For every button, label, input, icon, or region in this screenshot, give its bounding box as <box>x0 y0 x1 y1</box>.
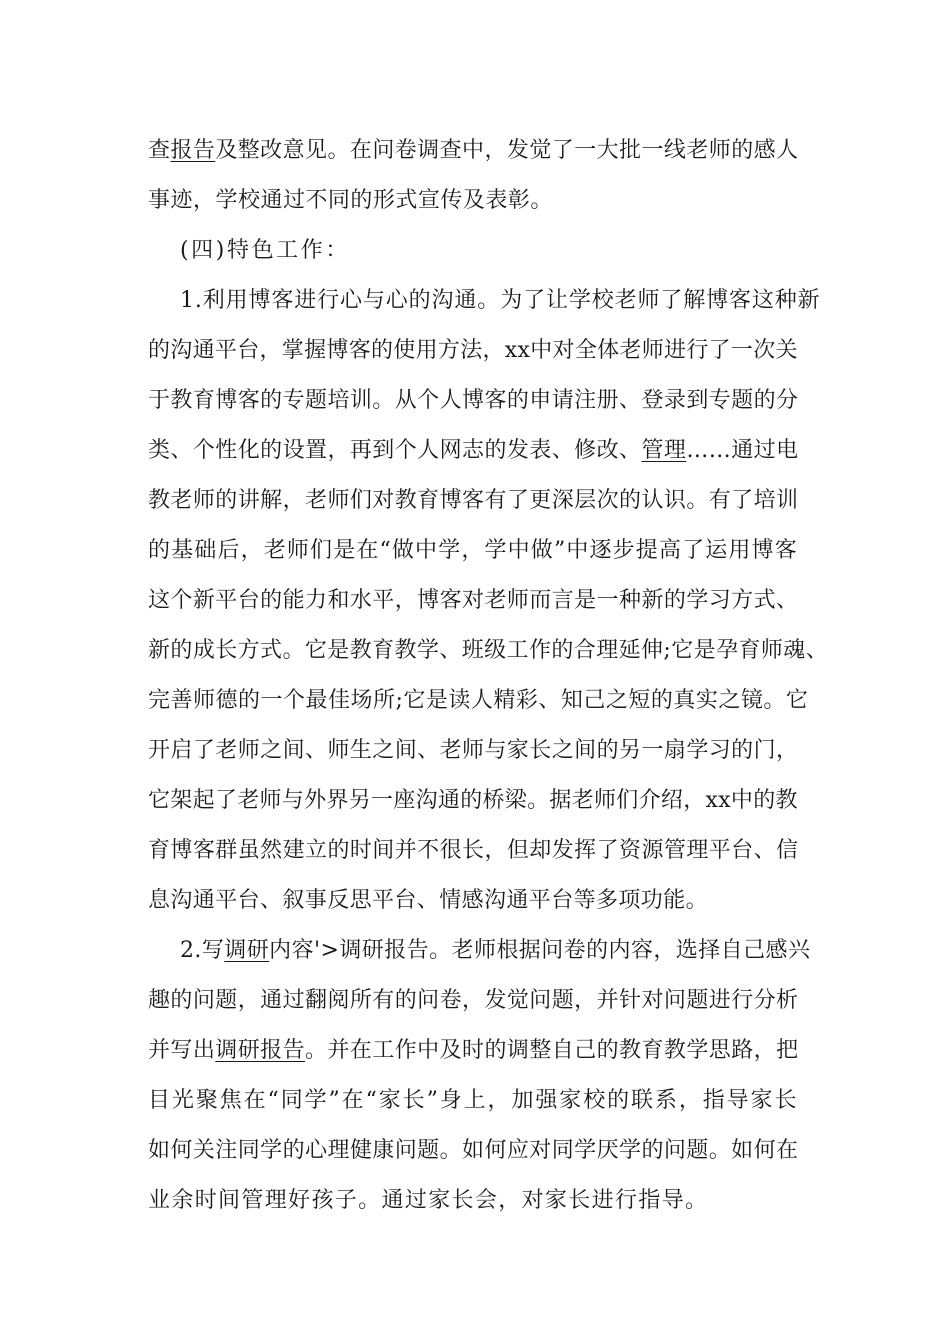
text-run: 新的成长方式。它是教育教学、班级工作的合理延伸;它是孕育师魂、 <box>148 638 829 663</box>
text-line <box>148 886 708 916</box>
text-run: 业余时间管理好孩子。通过家长会，对家长进行指导。 <box>148 1188 709 1213</box>
text-run: 如何关注同学的心理健康问题。如何应对同学厌学的问题。如何在 <box>148 1138 799 1163</box>
text-run: 完善师德的一个最佳场所;它是读人精彩、知己之短的真实之镜。它 <box>148 688 809 713</box>
text-line <box>180 236 350 266</box>
text-line <box>148 436 799 466</box>
text-run: 2.写 <box>180 938 225 963</box>
text-run: 于教育博客的专题培训。从个人博客的申请注册、登录到专题的分 <box>148 388 799 413</box>
text-run: 开启了老师之间、师生之间、老师与家长之间的另一扇学习的门， <box>148 738 799 763</box>
text-line <box>148 686 808 716</box>
text-line <box>148 786 798 816</box>
text-line <box>148 586 798 616</box>
text-line <box>148 536 798 566</box>
text-run: 息沟通平台、叙事反思平台、情感沟通平台等多项功能。 <box>148 888 709 913</box>
text-run: 。并在工作中及时的调整自己的教育教学思路，把 <box>305 1038 799 1063</box>
text-line <box>148 336 798 366</box>
underlined-term: 调研 <box>224 938 270 963</box>
text-run: 内容'>调研报告。老师根据问卷的内容，选择自己感兴 <box>269 938 811 963</box>
text-line <box>148 186 553 216</box>
text-run: 事迹，学校通过不同的形式宣传及表彰。 <box>148 188 553 213</box>
text-run: 的基础后，老师们是在“做中学，学中做”中逐步提高了运用博客 <box>148 538 798 563</box>
text-run: 育博客群虽然建立的时间并不很长，但却发挥了资源管理平台、信 <box>148 838 799 863</box>
text-line <box>148 486 798 516</box>
text-run: 它架起了老师与外界另一座沟通的桥梁。据老师们介绍，xx中的教 <box>148 788 798 813</box>
text-line <box>148 1086 798 1116</box>
underlined-term: 调研报告 <box>215 1038 306 1063</box>
text-line <box>148 836 798 866</box>
text-line <box>148 386 798 416</box>
text-line <box>148 1186 708 1216</box>
text-run: 类、个性化的设置，再到个人网志的发表、修改、 <box>148 438 642 463</box>
text-run: 并写出 <box>148 1038 216 1063</box>
underlined-term: 报告 <box>170 138 216 163</box>
text-line <box>148 736 798 766</box>
text-line <box>148 986 798 1016</box>
text-run: ……通过电 <box>686 438 799 463</box>
text-run: 教老师的讲解，老师们对教育博客有了更深层次的认识。有了培训 <box>148 488 799 513</box>
text-run: 及整改意见。在问卷调查中，发觉了一大批一线老师的感人 <box>215 138 799 163</box>
text-run: 查 <box>148 138 171 163</box>
text-run: 的沟通平台，掌握博客的使用方法，xx中对全体老师进行了一次关 <box>148 338 798 363</box>
text-line <box>148 636 828 666</box>
text-run: 这个新平台的能力和水平，博客对老师而言是一种新的学习方式、 <box>148 588 799 613</box>
text-run: 趣的问题，通过翻阅所有的问卷，发觉问题，并针对问题进行分析 <box>148 988 799 1013</box>
text-line <box>148 1136 798 1166</box>
text-run: 目光聚焦在“同学”在“家长”身上，加强家校的联系，指导家长 <box>148 1088 799 1113</box>
text-line <box>180 286 821 316</box>
text-line <box>180 936 810 966</box>
text-line <box>148 136 799 166</box>
text-line <box>148 1036 799 1066</box>
text-run: 1.利用博客进行心与心的沟通。为了让学校老师了解博客这种新 <box>180 288 821 313</box>
underlined-term: 管理 <box>641 438 687 463</box>
text-run: (四)特色工作： <box>180 238 350 263</box>
